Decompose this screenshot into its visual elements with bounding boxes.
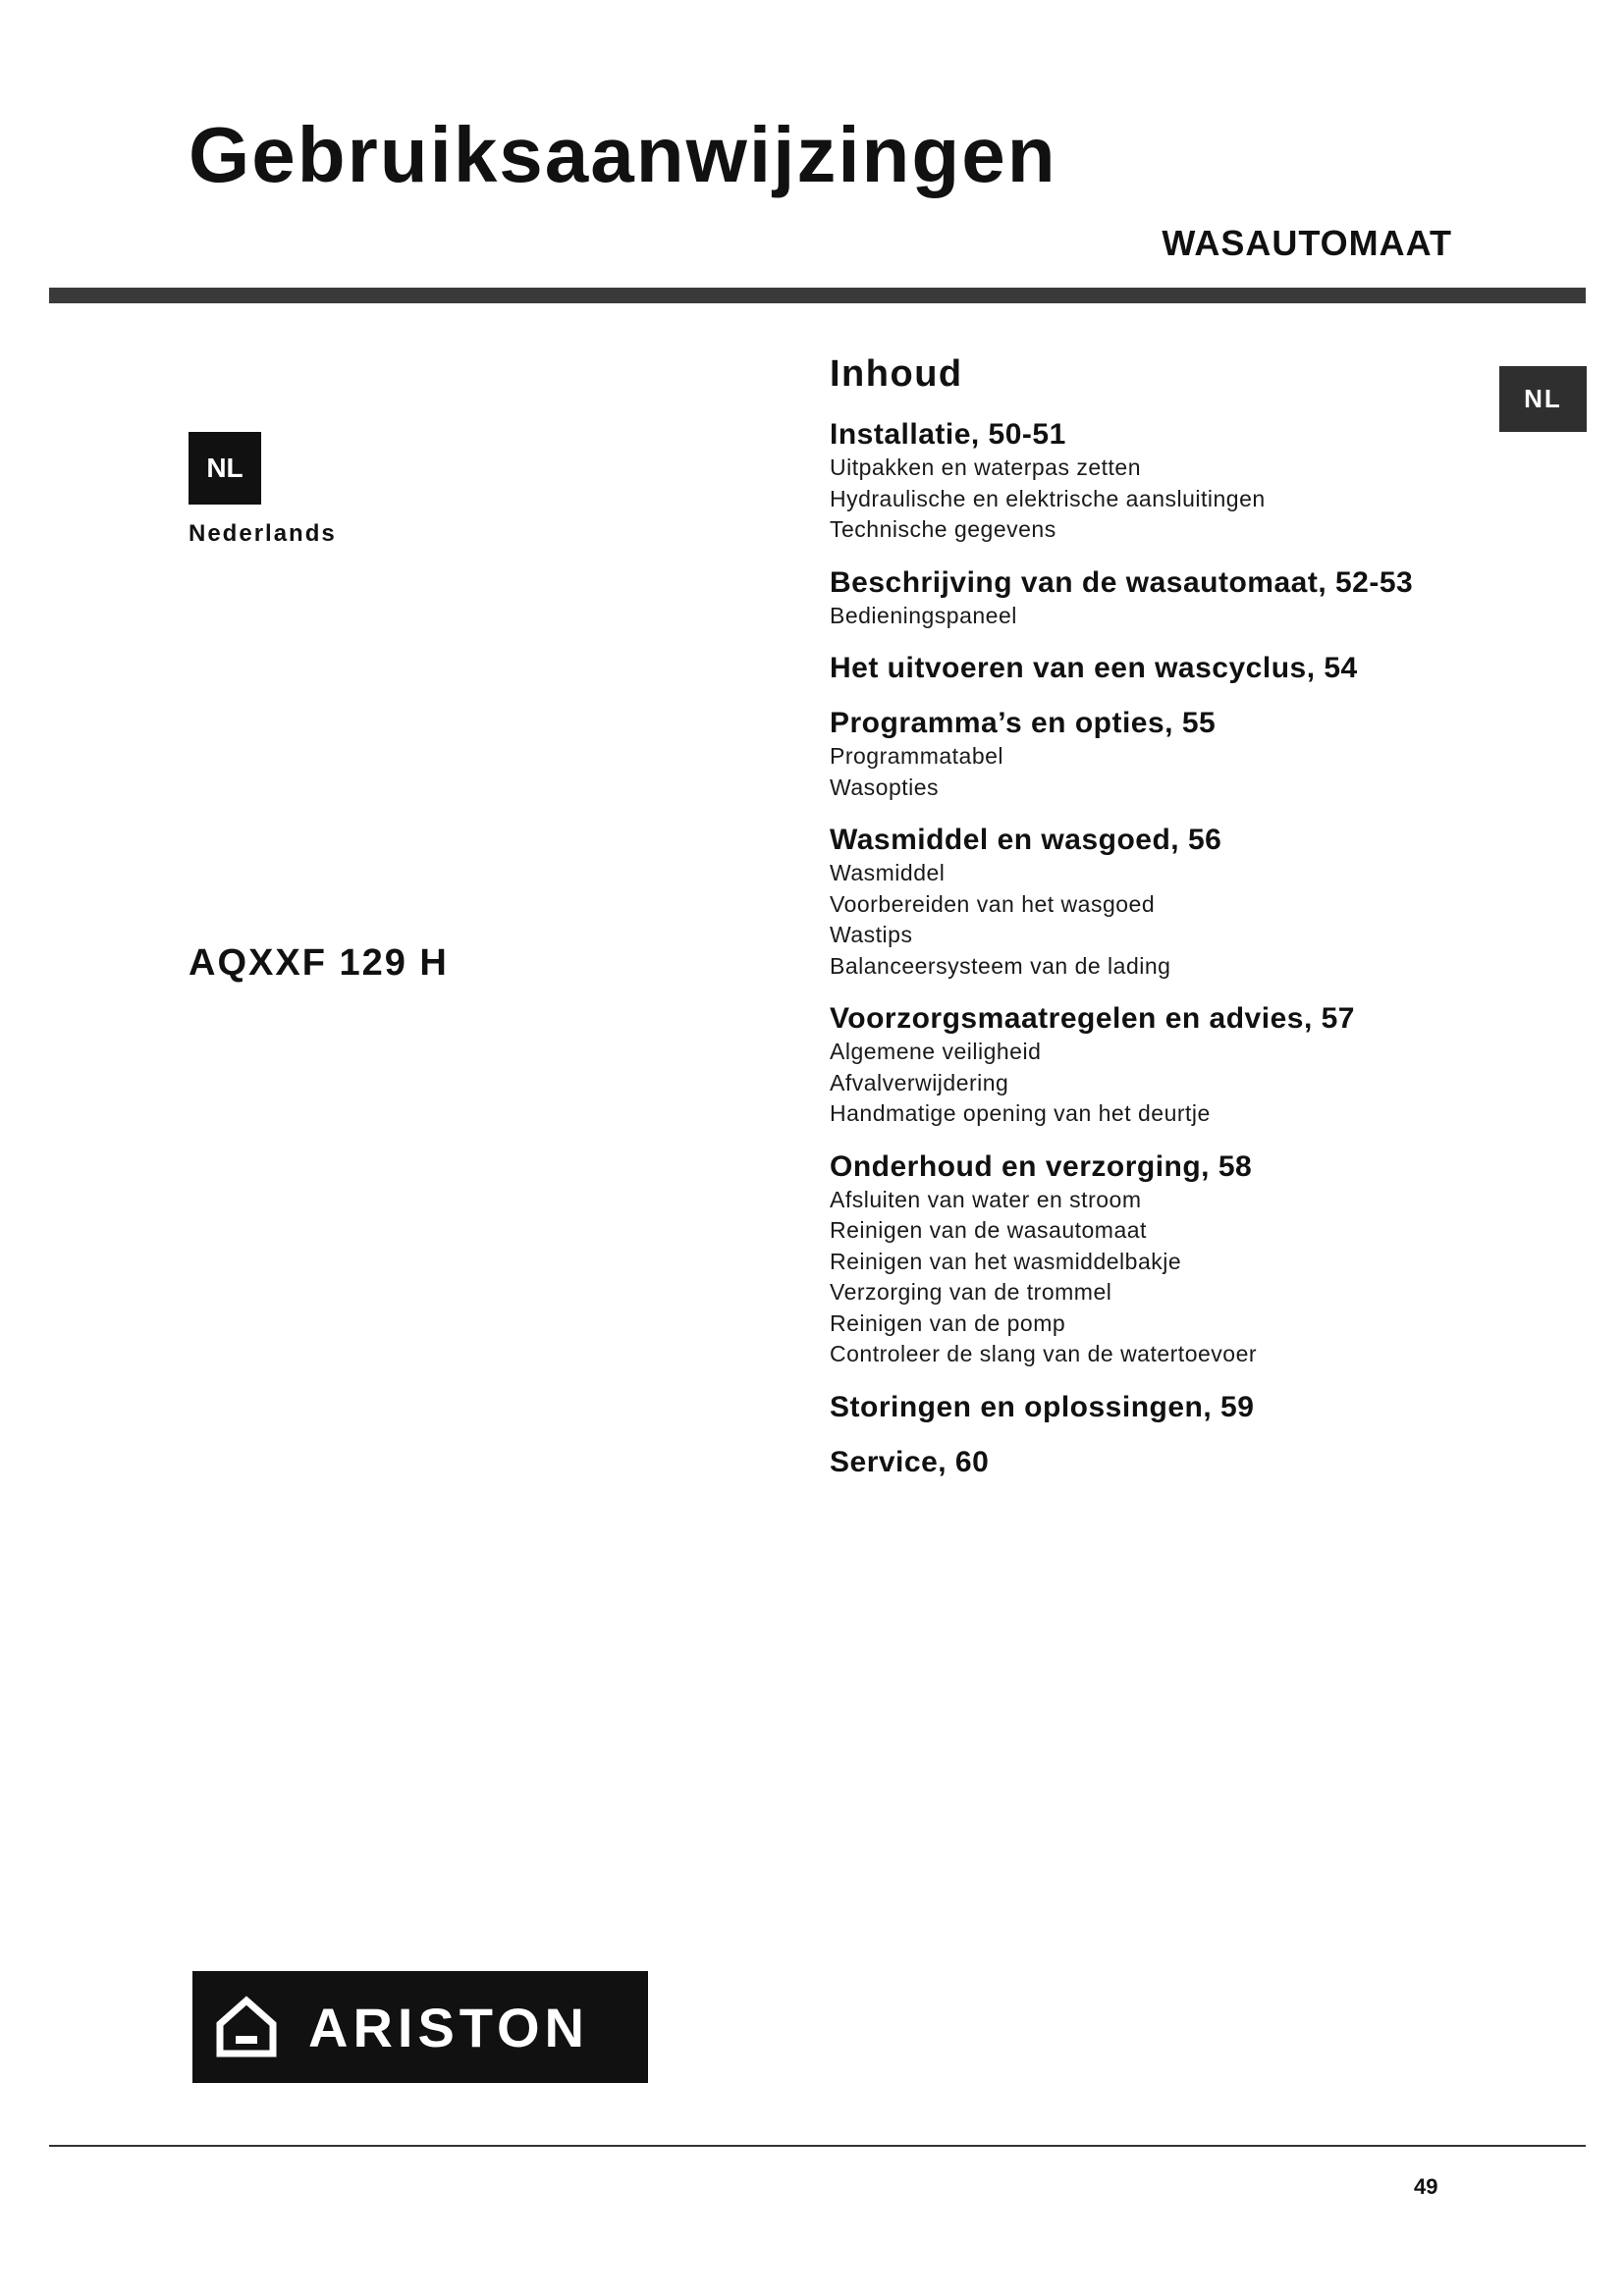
toc-section (830, 417, 1478, 546)
house-icon (212, 1993, 281, 2061)
toc-subitem: Technische gegevens (830, 516, 1056, 542)
table-of-contents (830, 353, 1478, 1500)
toc-section-title: Service, 60 (830, 1445, 990, 1478)
language-tab: NL (1499, 366, 1587, 432)
toc-section (830, 1001, 1478, 1130)
toc-subitem: Controleer de slang van de watertoevoer (830, 1341, 1258, 1366)
toc-subitem: Reinigen van de wasautomaat (830, 1217, 1147, 1243)
toc-subitem: Afsluiten van water en stroom (830, 1186, 1142, 1212)
toc-subitem: Verzorging van de trommel (830, 1279, 1112, 1305)
toc-subitem: Wasmiddel (830, 860, 946, 885)
toc-subitem: Algemene veiligheid (830, 1039, 1042, 1064)
logo-text: ARISTON (308, 1996, 589, 2058)
toc-section-title: Beschrijving van de wasautomaat, 52-53 (830, 565, 1414, 599)
toc-section-title: Installatie, 50-51 (830, 418, 1066, 451)
document-subtitle: WASAUTOMAAT (1162, 223, 1452, 263)
language-label: Nederlands (189, 520, 337, 547)
toc-subitem: Wastips (830, 922, 913, 947)
page-number: 49 (1414, 2174, 1438, 2199)
toc-section (830, 1445, 1478, 1480)
toc-section-title: Het uitvoeren van een wascyclus, 54 (830, 652, 1358, 684)
toc-subitem: Programmatabel (830, 743, 1004, 769)
toc-subitem: Handmatige opening van het deurtje (830, 1100, 1211, 1126)
toc-heading: Inhoud (830, 353, 963, 395)
language-badge: NL (189, 432, 261, 505)
toc-section (830, 565, 1478, 632)
toc-section-title: Programma’s en opties, 55 (830, 707, 1217, 739)
toc-subitem: Hydraulische en elektrische aansluitingen (830, 485, 1266, 511)
document-title: Gebruiksaanwijzingen (189, 111, 1057, 198)
toc-subitem: Reinigen van het wasmiddelbakje (830, 1248, 1182, 1274)
toc-section-title: Storingen en oplossingen, 59 (830, 1390, 1255, 1423)
toc-section (830, 823, 1478, 982)
toc-subitem: Afvalverwijdering (830, 1069, 1009, 1095)
model-number: AQXXF 129 H (189, 942, 449, 984)
toc-section (830, 651, 1478, 686)
toc-section (830, 1149, 1478, 1370)
toc-subitem: Voorbereiden van het wasgoed (830, 890, 1156, 917)
toc-subitem: Uitpakken en waterpas zetten (830, 454, 1142, 480)
toc-section-title: Onderhoud en verzorging, 58 (830, 1149, 1253, 1183)
toc-section (830, 1390, 1478, 1425)
toc-subitem: Wasopties (830, 774, 940, 800)
toc-subitem: Balanceersysteem van de lading (830, 952, 1171, 979)
toc-sections (830, 417, 1478, 1480)
bottom-divider (49, 2145, 1586, 2147)
toc-subitem: Bedieningspaneel (830, 602, 1017, 628)
toc-section-title: Voorzorgsmaatregelen en advies, 57 (830, 1002, 1355, 1035)
toc-subitem: Reinigen van de pomp (830, 1309, 1066, 1336)
top-divider (49, 288, 1586, 303)
toc-section-title: Wasmiddel en wasgoed, 56 (830, 824, 1222, 856)
brand-logo (192, 1971, 648, 2083)
toc-section (830, 706, 1478, 803)
